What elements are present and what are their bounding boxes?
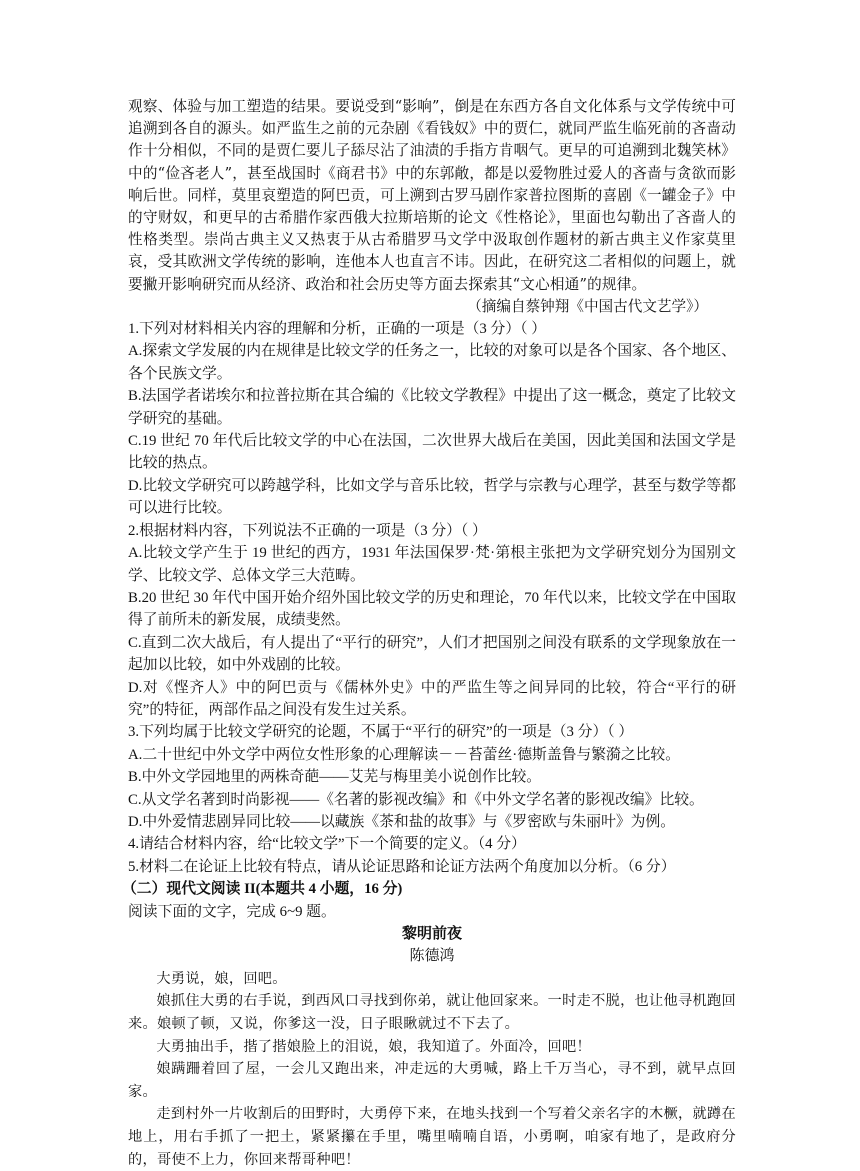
question-4: 4.请结合材料内容，给“比较文学”下一个简要的定义。（4 分） (128, 836, 526, 853)
question-2-option-b: B.20 世纪 30 年代中国开始介绍外国比较文学的历史和理论，70 年代以来，比较文学在中国取得了前所未的新发展，成绩斐然。 (128, 589, 736, 629)
question-1-option-b: B.法国学者诺埃尔和拉普拉斯在其合编的《比较文学教程》中提出了这一概念，奠定了比较文学研究的基础。 (128, 388, 736, 427)
question-1-option-d: D.比较文学研究可以跨越学科，比如文学与音乐比较，哲学与宗教与心理学，甚至与数学等都可以进行比较。 (128, 477, 736, 517)
story-paragraph: 大勇说，娘，回吧。 (156, 970, 287, 987)
story-paragraph: 大勇抽出手，揩了揩娘脸上的泪说，娘，我知道了。外面冷，回吧！ (156, 1038, 592, 1055)
section-heading: （二）现代文阅读 II(本题共 4 小题，16 分) (122, 881, 403, 898)
story-paragraph: 走到村外一片收割后的田野时，大勇停下来，在地头找到一个写着父亲名字的木橛，就蹲在地上，用右手抓了一把土，紧紧攥在手里，嘴里喃喃自语，小勇啊，咱家有地了，是政府分的，哥使不上力，你回来帮哥种吧！ (128, 1106, 736, 1168)
story-paragraph: 娘蹒跚着回了屋，一会儿又跑出来，冲走远的大勇喊，路上千万当心，寻不到，就早点回家。 (128, 1061, 736, 1100)
question-3-option-b: B.中外文学园地里的两株奇葩——艾芜与梅里美小说创作比较。 (128, 769, 542, 786)
question-2-stem: 2.根据材料内容，下列说法不正确的一项是（3 分）（ ） (128, 522, 487, 539)
question-block (128, 318, 736, 878)
question-5: 5.材料二在论证上比较有特点，请从论证思路和论证方法两个角度加以分析。（6 分） (128, 858, 676, 875)
question-3-option-c: C.从文学名著到时尚影视——《名著的影视改编》和《中外文学名著的影视改编》比较。 (128, 791, 704, 808)
passage-end-paragraph: 观察、体验与加工塑造的结果。要说受到“影响”，倒是在东西方各自文化体系与文学传统中可追溯到各自的源头。如严监生之前的元杂剧《看钱奴》中的贾仁，就同严监生临死前的吝啬动作十分相似，不同的是贾仁要儿子舔尽沾了油渍的手指方肯咽气。更早的可追溯到北魏笑林》中的“俭吝老人”，甚至战国时《商君书》中的东郭敞，都是以爱物胜过爱人的吝啬与贪欲而影响后世。同样，莫里哀塑造的阿巴贡，可上溯到古罗马剧作家普拉图斯的喜剧《一罐金子》中的守财奴，和更早的古希腊作家西俄大拉斯培斯的论文《性格论》，里面也勾勒出了吝啬人的性格类型。崇尚古典主义又热衷于从古希腊罗马文学中汲取创作题材的新古典主义作家莫里哀，受其欧洲文学传统的影响，连他本人也直言不讳。因此，在研究这二者相似的问题上，就要撇开影响研究而从经济、政治和社会历史等方面去探索其“文心相通”的规律。 (128, 98, 736, 293)
story-body (128, 968, 736, 1171)
story-title: 黎明前夜 (401, 926, 462, 942)
question-3-option-d: D.中外爱情悲剧异同比较——以藏族《茶和盐的故事》与《罗密欧与朱丽叶》为例。 (128, 813, 676, 830)
section-instruction: 阅读下面的文字，完成 6~9 题。 (128, 903, 336, 920)
story-author: 陈德鸿 (409, 948, 455, 965)
question-1-option-a: A.探索文学发展的内在规律是比较文学的任务之一，比较的对象可以是各个国家、各个地区、各个民族文学。 (128, 343, 736, 382)
question-3-option-a: A.二十世纪中外文学中两位女性形象的心理解读－－苔蕾丝·德斯盖鲁与繁漪之比较。 (128, 746, 681, 763)
question-2-option-c: C.直到二次大战后，有人提出了“平行的研究”，人们才把国别之间没有联系的文学现象放在一起加以比较，如中外戏剧的比较。 (128, 634, 736, 674)
passage-source: （摘编自蔡钟翔《中国古代文艺学》） (467, 297, 708, 315)
question-3-stem: 3.下列均属于比较文学研究的论题，不属于“平行的研究”的一项是（3 分）（ ） (128, 724, 634, 741)
story-paragraph: 娘抓住大勇的右手说，到西风口寻找到你弟，就让他回家来。一时走不脱，也让他寻机跑回来。娘顿了顿，又说，你爹这一没，日子眼瞅就过不下去了。 (128, 993, 736, 1032)
question-2-option-a: A.比较文学产生于 19 世纪的西方，1931 年法国保罗·梵·第根主张把为文学研究划分为国别文学、比较文学、总体文学三大范畴。 (128, 545, 736, 584)
question-1-stem: 1.下列对材料相关内容的理解和分析，正确的一项是（3 分）（ ） (128, 321, 547, 338)
question-1-option-c: C.19 世纪 70 年代后比较文学的中心在法国，二次世界大战后在美国，因此美国和法国文学是比较的热点。 (128, 433, 736, 472)
exam-page (122, 96, 736, 1171)
question-2-option-d: D.对《悭齐人》中的阿巴贡与《儒林外史》中的严监生等之间异同的比较，符合“平行的研究”的特征，两部作品之间没有发生过关系。 (128, 679, 736, 718)
